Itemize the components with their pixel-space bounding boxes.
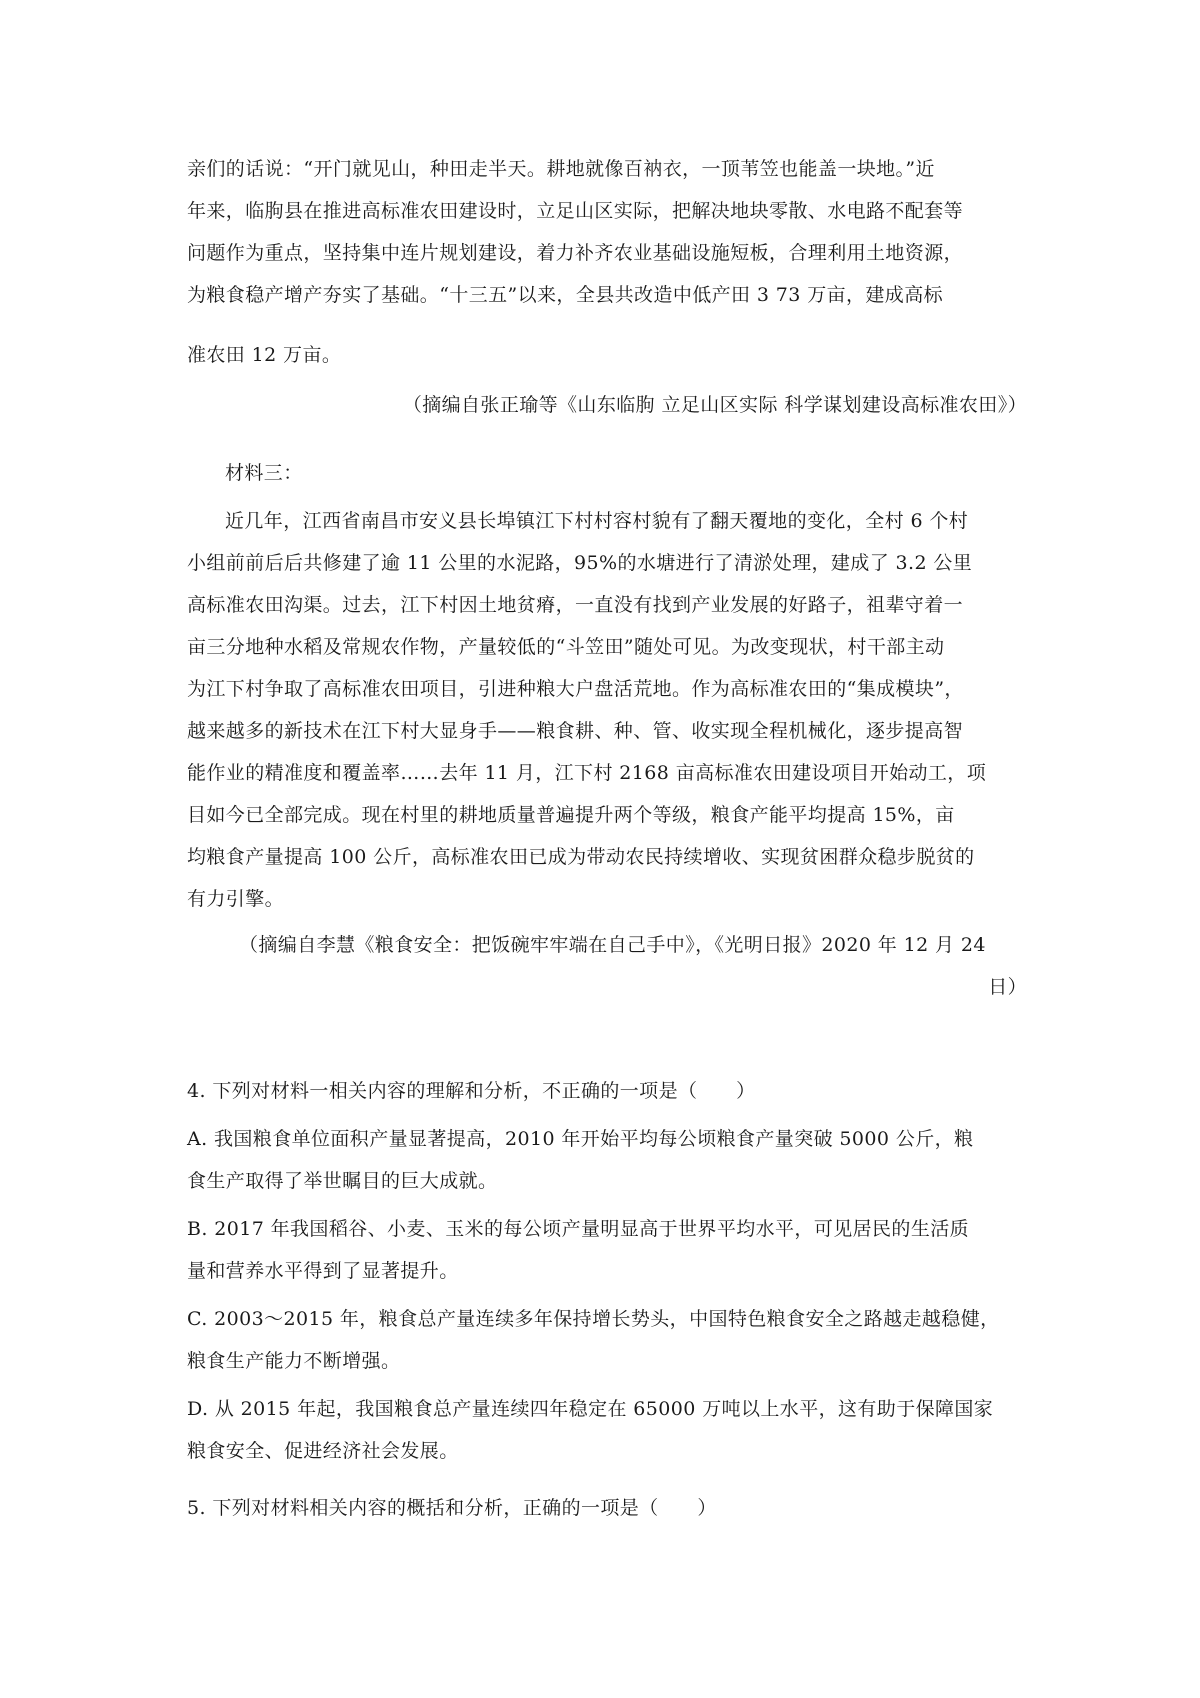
material-two-tail (187, 148, 1027, 426)
material-two-source: （摘编自张正瑜等《山东临朐 立足山区实际 科学谋划建设高标准农田》） (402, 394, 1027, 416)
text-line: 近几年，江西省南昌市安义县长埠镇江下村村容村貌有了翻天覆地的变化，全村 6 个村 (225, 510, 969, 532)
material-three (187, 452, 1027, 1008)
option-line: 量和营养水平得到了显著提升。 (187, 1260, 459, 1282)
option-c (187, 1298, 1027, 1382)
option-line: 粮食安全、促进经济社会发展。 (187, 1440, 459, 1462)
option-d (187, 1388, 1027, 1472)
text-line: 为江下村争取了高标准农田项目，引进种粮大户盘活荒地。作为高标准农田的“集成模块”， (187, 678, 964, 700)
question-five (187, 1487, 1027, 1529)
text-line: 越来越多的新技术在江下村大显身手——粮食耕、种、管、收实现全程机械化，逐步提高智 (187, 720, 964, 742)
text-line: 年来，临朐县在推进高标准农田建设时，立足山区实际，把解决地块零散、水电路不配套等 (187, 200, 964, 222)
option-line: C. 2003～2015 年，粮食总产量连续多年保持增长势头，中国特色粮食安全之路越走越稳健， (187, 1308, 1000, 1330)
question-five-stem: 5. 下列对材料相关内容的概括和分析，正确的一项是（ ） (187, 1497, 717, 1519)
option-b (187, 1208, 1027, 1292)
material-three-heading: 材料三： (225, 462, 303, 484)
question-four-stem: 4. 下列对材料一相关内容的理解和分析，不正确的一项是（ ） (187, 1080, 756, 1102)
question-four (187, 1070, 1027, 1472)
text-line: 小组前前后后共修建了逾 11 公里的水泥路，95%的水塘进行了清淤处理，建成了 3.2 公里 (187, 552, 973, 574)
material-three-paragraph (187, 500, 1027, 920)
option-line: 食生产取得了举世瞩目的巨大成就。 (187, 1170, 498, 1192)
material-two-paragraph (187, 148, 1027, 376)
material-three-source (187, 924, 1027, 1008)
text-line: 准农田 12 万亩。 (187, 344, 342, 366)
text-line: 有力引擎。 (187, 888, 285, 910)
text-line: 能作业的精准度和覆盖率……去年 11 月，江下村 2168 亩高标准农田建设项目开始动工，项 (187, 762, 987, 784)
text-line: 均粮食产量提高 100 公斤，高标准农田已成为带动农民持续增收、实现贫困群众稳步脱贫的 (187, 846, 975, 868)
option-line: 粮食生产能力不断增强。 (187, 1350, 401, 1372)
text-line: 亩三分地种水稻及常规农作物，产量较低的“斗笠田”随处可见。为改变现状，村干部主动 (187, 636, 945, 658)
text-line: 高标准农田沟渠。过去，江下村因土地贫瘠，一直没有找到产业发展的好路子，祖辈守着一 (187, 594, 964, 616)
source-line: （摘编自李慧《粮食安全：把饭碗牢牢端在自己手中》，《光明日报》2020 年 12 月 24 (239, 934, 986, 956)
option-line: B. 2017 年我国稻谷、小麦、玉米的每公顷产量明显高于世界平均水平，可见居民的生活质 (187, 1218, 970, 1240)
text-line: 为粮食稳产增产夯实了基础。“十三五”以来，全县共改造中低产田 3 73 万亩，建成高标 (187, 284, 944, 306)
text-line: 目如今已全部完成。现在村里的耕地质量普遍提升两个等级，粮食产能平均提高 15%，亩 (187, 804, 955, 826)
option-line: D. 从 2015 年起，我国粮食总产量连续四年稳定在 65000 万吨以上水平，这有助于保障国家 (187, 1398, 994, 1420)
text-line: 亲们的话说：“开门就见山，种田走半天。耕地就像百衲衣，一顶苇笠也能盖一块地。”近 (187, 158, 935, 180)
source-line: 日） (988, 976, 1027, 998)
option-line: A. 我国粮食单位面积产量显著提高，2010 年开始平均每公顷粮食产量突破 5000 公斤，粮 (187, 1128, 974, 1150)
text-line: 问题作为重点，坚持集中连片规划建设，着力补齐农业基础设施短板，合理利用土地资源， (187, 242, 964, 264)
option-a (187, 1118, 1027, 1202)
